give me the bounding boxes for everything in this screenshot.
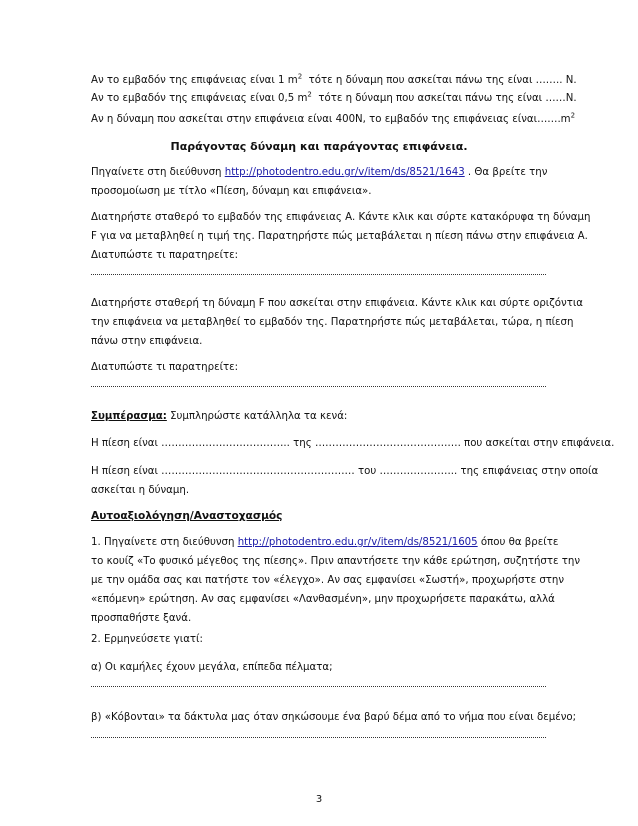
answer-line[interactable] bbox=[91, 383, 546, 387]
link-1643[interactable]: http://photodentro.edu.gr/v/item/ds/8521/1643 bbox=[224, 167, 465, 178]
q2-line: 2. Ερμηνεύσετε γιατί: bbox=[91, 634, 203, 645]
answer-line[interactable] bbox=[91, 683, 546, 687]
question-b: β) «Κόβονται» τα δάκτυλα μας όταν σηκώσουμε ένα βαρύ δέμα από το νήμα που είναι δεμένο; bbox=[91, 712, 577, 723]
fill-blank-1: Η πίεση είναι ……………………………….. της ……………………………………. που ασκείται στην επιφάνεια. bbox=[91, 438, 615, 449]
p3-line3: πάνω στην επιφάνεια. bbox=[91, 336, 203, 347]
q1-line3: με την ομάδα σας και πατήστε τον «έλεγχο». Αν σας εμφανίσει «Σωστή», προχωρήστε στην bbox=[91, 575, 565, 586]
p2-line3: Διατυπώστε τι παρατηρείτε: bbox=[91, 250, 239, 261]
answer-line[interactable] bbox=[91, 271, 546, 275]
p3-line2: την επιφάνεια να μεταβληθεί το εμβαδόν της. Παρατηρήστε πώς μεταβάλεται, τώρα, η πίεση bbox=[91, 317, 574, 328]
q1-line4: «επόμενη» ερώτηση. Αν σας εμφανίσει «Λανθασμένη», μην προχωρήσετε παρακάτω, αλλά bbox=[91, 594, 555, 605]
answer-line[interactable] bbox=[91, 734, 546, 738]
page-number: 3 bbox=[315, 794, 323, 805]
p2-line1: Διατηρήστε σταθερό το εμβαδόν της επιφάνειας Α. Κάντε κλικ και σύρτε κατακόρυφα τη δύναμη bbox=[91, 212, 591, 223]
question-a: α) Οι καμήλες έχουν μεγάλα, επίπεδα πέλματα; bbox=[91, 662, 333, 673]
area-half-line: Αν το εμβαδόν της επιφάνειας είναι 0,5 $m^2$ τότε η δύναμη που ασκείται πάνω της είναι ……Ν. bbox=[91, 90, 577, 104]
fill-blank-2-cont: ασκείται η δύναμη. bbox=[91, 485, 190, 496]
q1-line2: το κουίζ «Το φυσικό μέγεθος της πίεσης». Πριν απαντήσετε την κάθε ερώτηση, συζητήστε την bbox=[91, 556, 581, 567]
link-1605[interactable]: http://photodentro.edu.gr/v/item/ds/8521/1605 bbox=[237, 537, 478, 548]
p2-line2: F για να μεταβληθεί η τιμή της. Παρατηρήστε πώς μεταβάλεται η πίεση πάνω στην επιφάνεια Α. bbox=[91, 231, 588, 242]
section-heading-force-area: Παράγοντας δύναμη και παράγοντας επιφάνεια. bbox=[170, 140, 468, 153]
q1-line5: προσπαθήστε ξανά. bbox=[91, 613, 192, 624]
q1-line1: 1. Πηγαίνετε στη διεύθυνση http://photodentro.edu.gr/v/item/ds/8521/1605 όπου θα βρείτε bbox=[91, 537, 559, 548]
force-400-line: Αν η δύναμη που ασκείται στην επιφάνεια είναι 400N, το εμβαδόν της επιφάνειας $\varepsilon ί\nu\alpha\iota\dots\dots.m^2$ bbox=[91, 111, 576, 125]
paragraph-link-1643: Πηγαίνετε στη διεύθυνση http://photodentro.edu.gr/v/item/ds/8521/1643 . Θα βρείτε την bbox=[91, 167, 548, 178]
area-1-line: Αν το εμβαδόν της επιφάνειας είναι 1 $m^2$ τότε η δύναμη που ασκείται πάνω της είναι …….. Ν. bbox=[91, 72, 577, 86]
p3-line1: Διατηρήστε σταθερή τη δύναμη F που ασκείται στην επιφάνεια. Κάντε κλικ και σύρτε οριζόντια bbox=[91, 298, 584, 309]
section-heading-self-assessment: Αυτοαξιολόγηση/Αναστοχασμός bbox=[91, 510, 283, 522]
paragraph-link-1643-cont: προσομοίωση με τίτλο «Πίεση, δύναμη και επιφάνεια». bbox=[91, 186, 372, 197]
p4-line: Διατυπώστε τι παρατηρείτε: bbox=[91, 362, 239, 373]
conclusion-line: Συμπέρασμα: Συμπληρώστε κατάλληλα τα κενά: bbox=[91, 411, 348, 422]
fill-blank-2: Η πίεση είναι ………………………………………………… του ………………….. της επιφάνειας στην οποία bbox=[91, 466, 599, 477]
